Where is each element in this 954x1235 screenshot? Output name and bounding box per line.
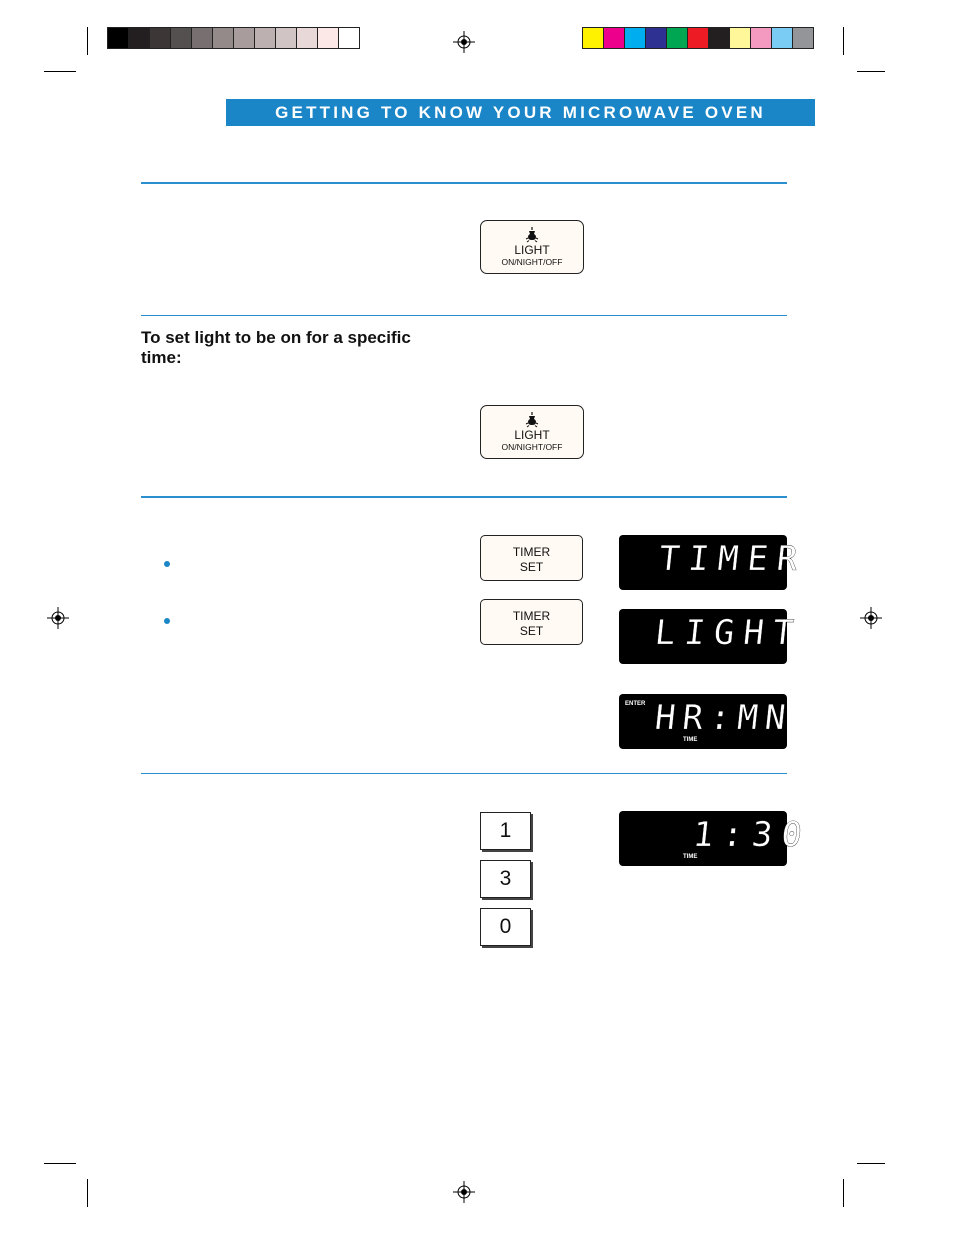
enter-indicator: ENTER — [625, 701, 646, 707]
registration-mark-icon — [47, 607, 69, 629]
crop-mark — [843, 27, 844, 55]
time-indicator: TIME — [683, 854, 698, 860]
hr-mn-display — [619, 694, 795, 749]
light-button[interactable] — [480, 405, 584, 459]
number-key-0[interactable]: 0 — [480, 908, 531, 946]
color-swatch — [625, 28, 646, 48]
crop-mark — [87, 27, 88, 55]
crop-mark — [857, 1163, 885, 1164]
light-bulb-icon — [524, 227, 540, 243]
light-display — [619, 609, 805, 664]
registration-mark-icon — [453, 1181, 475, 1203]
number-key-3[interactable]: 3 — [480, 860, 531, 898]
section-divider — [141, 773, 787, 774]
color-swatch — [192, 28, 213, 48]
crop-mark — [857, 71, 885, 72]
registration-mark-icon — [453, 31, 475, 53]
number-key-1[interactable]: 1 — [480, 812, 531, 850]
light-button-sublabel: ON/NIGHT/OFF — [501, 442, 563, 452]
light-button-label: LIGHT — [514, 428, 550, 442]
color-swatch — [339, 28, 359, 48]
display-text: TIMER — [656, 539, 809, 579]
crop-mark — [44, 71, 76, 72]
color-swatch — [772, 28, 793, 48]
timer-set-label-line2: SET — [519, 624, 544, 638]
color-swatch — [318, 28, 339, 48]
process-color-bar — [582, 27, 814, 49]
registration-mark-icon — [860, 607, 882, 629]
light-button-sublabel: ON/NIGHT/OFF — [501, 257, 563, 267]
crop-mark — [843, 1179, 844, 1207]
color-swatch — [646, 28, 667, 48]
color-swatch — [150, 28, 171, 48]
color-swatch — [129, 28, 150, 48]
display-text: HR:MN — [652, 698, 795, 738]
color-swatch — [688, 28, 709, 48]
page-header-banner: GETTING TO KNOW YOUR MICROWAVE OVEN — [226, 99, 815, 126]
timer-set-label-line1: TIMER — [512, 609, 551, 623]
timer-set-label-line1: TIMER — [512, 545, 551, 559]
color-swatch — [751, 28, 772, 48]
color-swatch — [709, 28, 730, 48]
color-swatch — [297, 28, 318, 48]
display-text: LIGHT — [652, 613, 805, 653]
display-text: 1:30 — [690, 815, 813, 855]
color-swatch — [213, 28, 234, 48]
color-swatch — [108, 28, 129, 48]
color-swatch — [667, 28, 688, 48]
color-swatch — [730, 28, 751, 48]
timer-set-button[interactable] — [480, 599, 583, 645]
color-swatch — [255, 28, 276, 48]
color-swatch — [171, 28, 192, 48]
color-swatch — [793, 28, 813, 48]
time-display — [619, 811, 813, 866]
light-button[interactable] — [480, 220, 584, 274]
grayscale-color-bar — [107, 27, 360, 49]
light-bulb-icon — [524, 412, 540, 428]
section-divider — [141, 315, 787, 316]
time-indicator: TIME — [683, 737, 698, 743]
bullet-point — [164, 561, 170, 567]
timer-set-label-line2: SET — [519, 560, 544, 574]
color-swatch — [583, 28, 604, 48]
section-heading: To set light to be on for a specific time: — [141, 328, 411, 367]
light-button-label: LIGHT — [514, 243, 550, 257]
color-swatch — [604, 28, 625, 48]
section-divider — [141, 496, 787, 498]
color-swatch — [276, 28, 297, 48]
timer-set-button[interactable] — [480, 535, 583, 581]
timer-display — [619, 535, 809, 590]
crop-mark — [87, 1179, 88, 1207]
bullet-point — [164, 618, 170, 624]
section-divider — [141, 182, 787, 184]
crop-mark — [44, 1163, 76, 1164]
color-swatch — [234, 28, 255, 48]
